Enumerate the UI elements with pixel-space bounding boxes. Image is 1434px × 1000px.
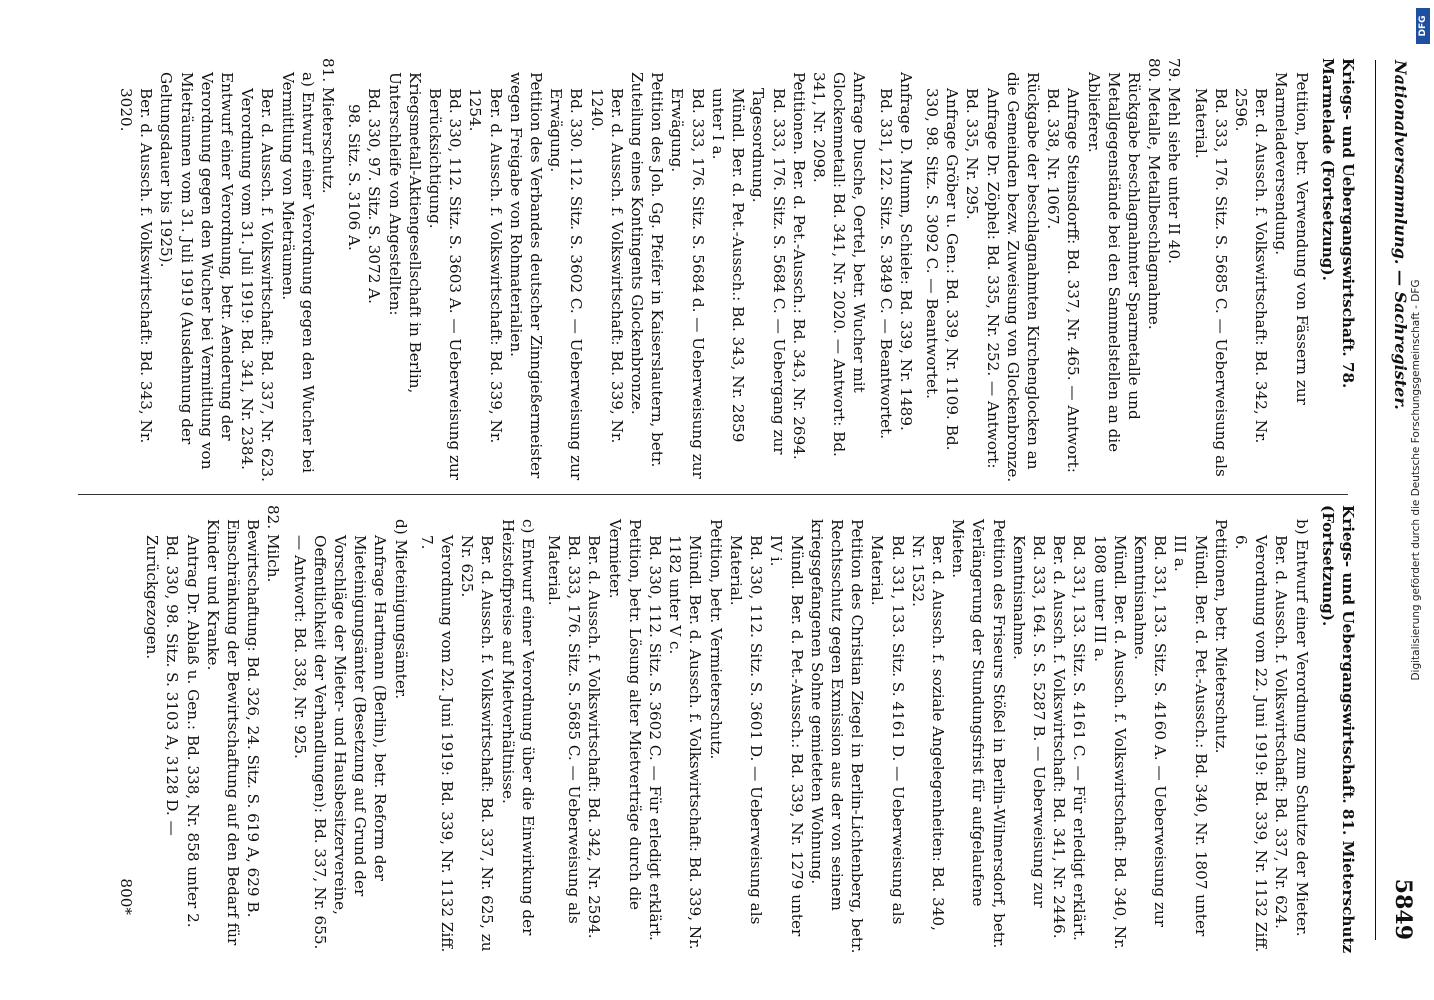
register-entry: Bd. 331, 133. Sitz. S. 4161 C. — Für erledigt erklärt. xyxy=(1070,535,1089,941)
register-entry: Kriegsmetall-Aktiengesellschaft in Berlin, Unterschleife von Angestellten: xyxy=(385,72,424,394)
register-entry: Antrag Dr. Ablaß u. Gen.: Bd. 338, Nr. 858 unter 2. xyxy=(183,535,202,928)
register-entry: Bd. 330, 97. Sitz. S. 3072 A. xyxy=(365,88,384,304)
register-entry: Petition, betr. Vermieterschutz. xyxy=(706,519,725,760)
register-entry: 81. Mieterschutz. xyxy=(319,58,338,194)
register-entry: Ber. d. Aussch. f. Volkswirtschaft: Bd. 337, Nr. 623. xyxy=(258,88,277,482)
register-entry: Bd. 333, 176. Sitz. S. 5685 C. — Ueberweisung als Material. xyxy=(545,535,584,924)
register-entry: Petition des Verbandes deutscher Zinngießermeister wegen Freigabe von Rohmaterialien. xyxy=(506,72,546,479)
register-entry: Bd. 333, 176. Sitz. S. 5685 C. — Ueberweisung als Material. xyxy=(1191,88,1230,477)
register-entry: 79. Mehl siehe unter II 40. xyxy=(1165,58,1184,264)
register-entry: Bd. 330, 112. Sitz. S. 3603 A. — Ueberweisung zur Berücksichtigung. xyxy=(426,88,465,481)
register-entry: Petition, betr. Verwendung von Fässern zur Marmeladeversendung. xyxy=(1272,72,1311,405)
page-number: 5849 xyxy=(1390,878,1416,940)
register-entry: b) Entwurf einer Verordnung zum Schutze der Mieter. xyxy=(1292,519,1311,937)
register-entry: Verordnung vom 22. Juni 1919: Bd. 339, Nr. 1132 Ziff. 7. xyxy=(417,535,457,953)
left-column xyxy=(68,58,1358,483)
register-entry: Ber. d. Aussch. f. Volkswirtschaft: Bd. 339, Nr. 1254. xyxy=(466,88,505,444)
column-heading: Kriegs- und Uebergangswirtschaft. 81. Mieterschutz (Fortsetzung). xyxy=(1318,505,1357,954)
register-entry: Mündl. Ber. d. Pet.-Aussch.: Bd. 343, Nr. 2859 unter I a. xyxy=(708,88,748,443)
register-entry: Bd. 330, 98. Sitz. S. 3103 A, 3128 D. — Zurückgezogen. xyxy=(143,535,182,836)
dfg-logo-text: DFG xyxy=(1418,15,1428,37)
register-entry: Petitionen, betr. Mieterschutz. xyxy=(1211,519,1230,754)
register-entry: Bd. 331, 133. Sitz. S. 4161 D. — Ueberweisung als Material. xyxy=(868,535,907,925)
register-entry: Bd. 333, 176. Sitz. S. 5684 d. — Ueberweisung zur Erwägung. xyxy=(668,88,707,479)
register-entry: Bd. 330. 112. Sitz. S. 3602 C. — Ueberweisung zur Erwägung. xyxy=(547,88,586,481)
register-entry: Bd. 330, 112. Sitz. S. 3601 D. — Ueberweisung als Material. xyxy=(726,535,766,925)
register-entry: Petition des Joh. Gg. Pfeifer in Kaiserslautern, betr. Zuteilung eines Kontingents Glockenbronze. xyxy=(628,72,667,468)
right-column xyxy=(68,505,1358,955)
register-entry: Bd. 333, 164. S. S. 5287 B. — Ueberweisung zur Kenntnisnahme. xyxy=(1009,535,1048,908)
register-entry: 98. Sitz. S. 3106 A. xyxy=(345,104,364,251)
register-entry: Anfrage Dr. Zöphel: Bd. 335, Nr. 252. — Antwort: Bd. 335, Nr. 295. xyxy=(963,88,1002,469)
header-rule xyxy=(1375,60,1376,940)
dfg-logo xyxy=(1416,8,1430,44)
register-entry: Bd. 330, 112. Sitz. S. 3602 C. — Für erledigt erklärt. xyxy=(646,535,665,941)
register-entry: Bewirtschaftung: Bd. 326, 24. Sitz. S. 619 A, 629 B. Einschränkung der Bewirtschaftung auf den Bedarf für Kinder und Kranke. xyxy=(203,519,263,946)
register-entry: Ber. d. Aussch. f. Volkswirtschaft: Bd. 341, Nr. 2446. xyxy=(1050,535,1069,939)
digitization-note-text: Digitalisierung gefördert durch die Deutsche Forschungsgemeinschaft - DFG xyxy=(1410,279,1422,681)
register-entry: c) Entwurf einer Verordnung über die Einwirkung der Heizstoffpreise auf Mietverhältnisse. xyxy=(498,519,537,936)
register-entry: Anfrage Dusche, Oertel, betr. Wucher mit Glockenmetall: Bd. 341, Nr. 2020. — Antwort: Bd. 341, Nr. 2098. xyxy=(809,72,869,457)
register-entry: Bd. 333, 176. Sitz. S. 5684 C. — Uebergang zur Tagesordnung. xyxy=(749,88,788,455)
register-entry: Petition des Christian Ziegel in Berlin-Lichtenberg, betr. Rechtsschutz gegen Exmission aus der von seinem kriegsgefangenen Sohne gemieteten Wohnung. xyxy=(807,519,867,954)
register-entry: Bd. 331, 133. Sitz. S. 4160 A. — Ueberweisung zur Kenntnisnahme. xyxy=(1130,535,1170,928)
register-entry: Petitionen. Ber. d. Pet.-Aussch.: Bd. 343, Nr. 2694. xyxy=(789,72,808,460)
register-entry: Anfrage Gröber u. Gen.: Bd. 339, Nr. 1109. Bd. 330, 98. Sitz. S. 3092 C. — Beantwortet. xyxy=(922,88,962,451)
register-entry: Ber. d. Aussch. f. Volkswirtschaft: Bd. 339, Nr. 1240. xyxy=(587,88,626,444)
register-entry: Rückgabe der beschlagnahmten Kirchenglocken an die Gemeinden bezw. Zuweisung von Glockenbronze. xyxy=(1003,72,1042,483)
register-entry: Ber. d. Aussch. f. Volkswirtschaft: Bd. 337, Nr. 625, zu Nr. 625. xyxy=(458,535,497,952)
register-entry: 82. Milch. xyxy=(264,505,283,583)
register-entry: Ber. d. Aussch. f. Volkswirtschaft: Bd. 342, Nr. 2596. xyxy=(1231,88,1271,444)
register-entry: 80. Metalle, Metallbeschlagnahme. xyxy=(1145,58,1164,330)
register-entry: Verordnung vom 31. Juli 1919: Bd. 341, Nr. 2384. xyxy=(238,88,257,470)
digitization-note xyxy=(1400,80,1430,880)
register-entry: d) Mieteinigungsämter. xyxy=(391,519,410,700)
register-entry: Ber. d. Aussch. f. Volkswirtschaft: Bd. 337, Nr. 624. xyxy=(1272,535,1291,929)
register-entry: Petition des Friseurs Stößel in Berlin-Wilmersdorf, betr. Verlängerung der Stundungsfrist für aufgelaufene Mieten. xyxy=(949,519,1008,949)
register-entry: Ber. d. Aussch. f. Volkswirtschaft: Bd. 343, Nr. 3020. xyxy=(117,88,156,444)
register-entry: Ber. d. Aussch. f. soziale Angelegenheiten: Bd. 340, Nr. 1532. xyxy=(908,535,947,931)
register-entry: Entwurf einer Verordnung, betr. Aenderung der Verordnung gegen den Wucher bei Vermittlung von Mieträumen vom 31. Juli 1919 (Ausdehnung der Geltungsdauer bis 1925). xyxy=(157,72,237,470)
register-entry: Mündl. Ber. d. Aussch. f. Volkswirtschaft: Bd. 339, Nr. 1182 unter V c. xyxy=(666,535,705,950)
register-entry: Rückgabe beschlagnahmter Sparmetalle und Metallgegenstände bei den Sammelstellen an die Ablieferer. xyxy=(1084,72,1143,453)
register-entry: Anfrage D. Mumm, Schiele: Bd. 339, Nr. 1489. xyxy=(896,72,915,431)
column-divider xyxy=(78,494,1348,495)
register-entry: Ber. d. Aussch. f. Volkswirtschaft: Bd. 342, Nr. 2594. xyxy=(585,535,604,939)
register-entry: Bd. 331, 122. Sitz. S. 3849 C. — Beantwortet. xyxy=(876,88,895,440)
register-entry: a) Entwurf einer Verordnung gegen den Wucher bei Vermittlung von Mieträumen. xyxy=(278,72,317,473)
register-entry: Mündl. Ber. d. Pet.-Aussch.: Bd. 339, Nr. 1279 unter IV i. xyxy=(767,535,806,937)
register-entry: Mündl. Ber. d. Pet.-Aussch.: Bd. 340, Nr. 1807 unter III a. xyxy=(1171,535,1210,937)
register-entry: Anfrage Hartmann (Berlin), betr. Reform der Mieteinigungsämter (Besetzung auf Grund der Vorschläge der Mieter- und Hausbesitzervereine, Oeffentlichkeit der Verhandlungen): Bd. 337, Nr. 655. — Antwort: Bd. 338, Nr. 925. xyxy=(290,535,390,950)
column-heading: Kriegs- und Uebergangswirtschaft. 78. Marmelade (Fortsetzung). xyxy=(1318,58,1357,389)
register-entry: Mündl. Ber. d. Aussch. f. Volkswirtschaft: Bd. 340, Nr. 1808 unter III a. xyxy=(1090,535,1129,950)
signature-mark: 800* xyxy=(117,878,136,915)
register-entry: Petition, betr. Lösung alter Mietverträge durch die Vermieter. xyxy=(605,519,644,911)
running-title: Nationalversammlung. — Sachregister. xyxy=(1391,60,1410,410)
register-entry: Verordnung vom 22. Juni 1919: Bd. 339, Nr. 1132 Ziff. 6. xyxy=(1231,535,1271,953)
register-entry: Anfrage Steinsdorff: Bd. 337, Nr. 465. — Antwort: Bd. 338, Nr. 1067. xyxy=(1044,88,1083,473)
